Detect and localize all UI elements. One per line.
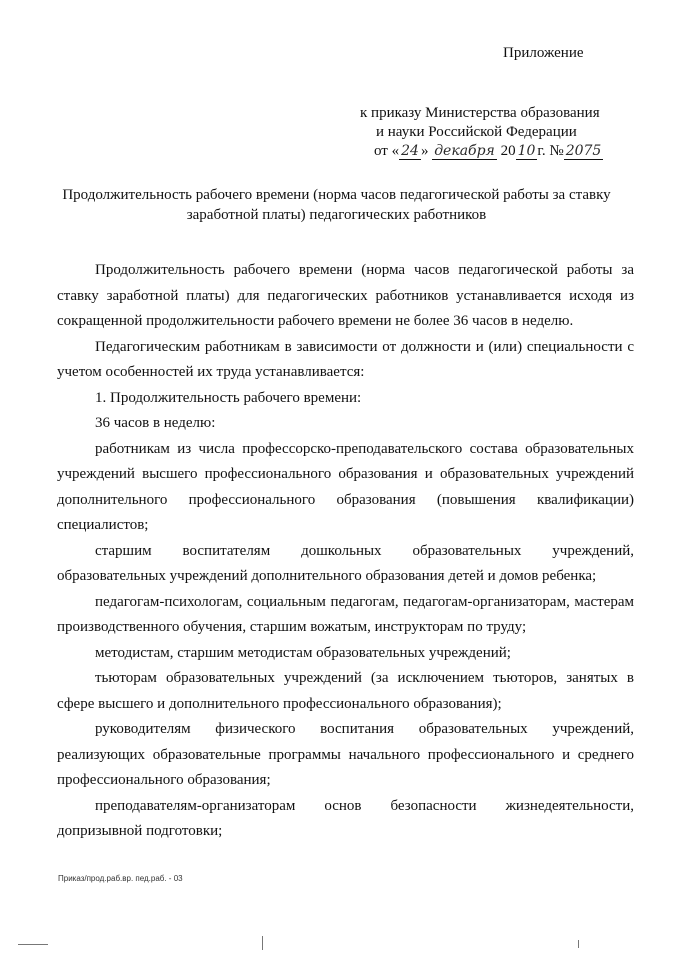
paragraph-item-professors: работникам из числа профессорско-преподавательского состава образовательных учреждений высшего профессионального образования и образовательных учреждений дополнительного профессионального образования (повышения квалификации) специалистов; (57, 440, 634, 533)
paragraph-item-methodologists: методистам, старшим методистам образовательных учреждений; (95, 644, 511, 661)
paragraph-section-1: 1. Продолжительность рабочего времени: (95, 389, 362, 406)
footer-file-note: Приказ/прод.раб.вр. пед.раб. - 03 (58, 874, 183, 883)
scan-artifact (578, 940, 579, 948)
order-number-handwritten: 2075 (565, 143, 602, 159)
paragraph-scope: Педагогическим работникам в зависимости от должности и (или) специальности с учетом особенностей их труда устанавливается: (57, 338, 634, 380)
paragraph-item-safety-teachers: преподавателям-организаторам основ безопасности жизнедеятельности, допризывной подготовки; (57, 797, 634, 839)
document-title (0, 185, 673, 225)
paragraph-intro: Продолжительность рабочего времени (норма часов педагогической работы за ставку заработной платы) для педагогических работников устанавливается исходя из сокращенной продолжительности рабочего времени не более 36 часов в неделю. (57, 262, 634, 329)
order-date-prefix: от « (374, 143, 400, 159)
document-title-line2: заработной платы) педагогических работников (186, 207, 487, 223)
document-body (57, 258, 634, 845)
paragraph-item-psychologists: педагогам-психологам, социальным педагогам, педагогам-организаторам, мастерам производственного обучения, старшим вожатым, инструкторам по труду; (57, 593, 634, 635)
order-year-handwritten: 10 (517, 143, 536, 159)
order-date-line (360, 142, 603, 161)
order-day-handwritten: 24 (401, 143, 419, 159)
document-title-line1: Продолжительность рабочего времени (норма часов педагогической работы за ставку (62, 187, 611, 203)
paragraph-item-pe-heads: руководителям физического воспитания образовательных учреждений, реализующих образовательные программы начального профессионального и среднего профессионального образования; (57, 721, 634, 788)
appendix-label: Приложение (503, 45, 584, 61)
paragraph-item-tutors: тьюторам образовательных учреждений (за исключением тьюторов, занятых в сфере высшего и дополнительного профессионального образования); (57, 670, 634, 712)
order-line-federation: и науки Российской Федерации (376, 124, 577, 140)
paragraph-item-senior-educators: старшим воспитателям дошкольных образовательных учреждений, образовательных учреждений дополнительного образования детей и домов ребенка; (57, 542, 634, 584)
order-reference (360, 104, 603, 161)
scan-artifact (262, 936, 263, 950)
order-date-quote: » (420, 143, 429, 159)
scan-artifact (18, 944, 48, 945)
order-month-handwritten: декабря (434, 143, 495, 159)
order-number-label: г. № (537, 143, 564, 159)
order-line-ministry: к приказу Министерства образования (360, 105, 600, 121)
paragraph-36-hours: 36 часов в неделю: (95, 415, 216, 431)
order-year-prefix: 20 (496, 143, 516, 159)
